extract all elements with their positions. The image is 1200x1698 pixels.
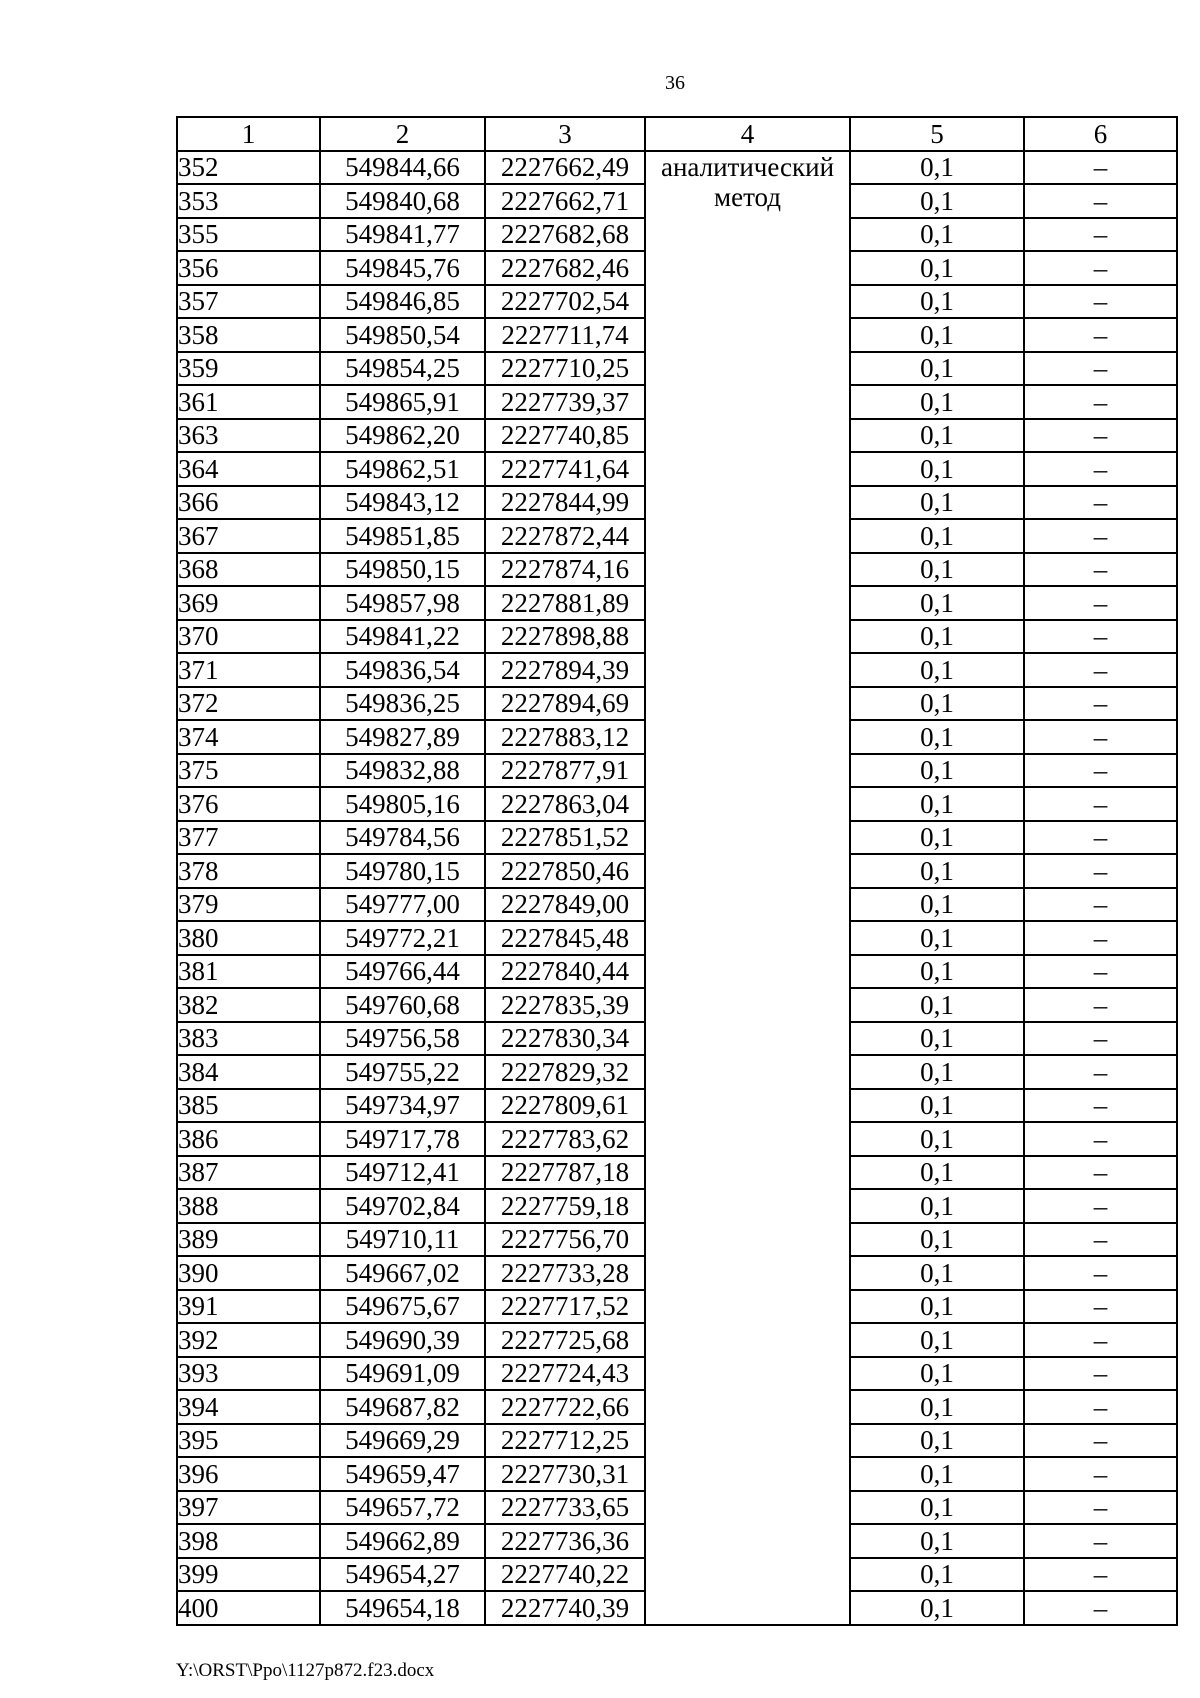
accuracy-cell: 0,1 bbox=[850, 1089, 1024, 1123]
point-number-cell: 387 bbox=[177, 1156, 320, 1190]
point-number-cell: 384 bbox=[177, 1055, 320, 1089]
accuracy-cell: 0,1 bbox=[850, 988, 1024, 1022]
y-coordinate-cell: 2227894,39 bbox=[485, 653, 645, 687]
point-number-cell: 375 bbox=[177, 754, 320, 788]
point-number-cell: 370 bbox=[177, 620, 320, 654]
y-coordinate-cell: 2227840,44 bbox=[485, 955, 645, 989]
x-coordinate-cell: 549845,76 bbox=[320, 251, 485, 285]
x-coordinate-cell: 549836,25 bbox=[320, 687, 485, 721]
y-coordinate-cell: 2227740,22 bbox=[485, 1558, 645, 1592]
point-number-cell: 359 bbox=[177, 352, 320, 386]
note-cell: – bbox=[1024, 1323, 1177, 1357]
note-cell: – bbox=[1024, 385, 1177, 419]
accuracy-cell: 0,1 bbox=[850, 1457, 1024, 1491]
accuracy-cell: 0,1 bbox=[850, 620, 1024, 654]
x-coordinate-cell: 549734,97 bbox=[320, 1089, 485, 1123]
y-coordinate-cell: 2227844,99 bbox=[485, 486, 645, 520]
accuracy-cell: 0,1 bbox=[850, 1122, 1024, 1156]
accuracy-cell: 0,1 bbox=[850, 787, 1024, 821]
x-coordinate-cell: 549865,91 bbox=[320, 385, 485, 419]
accuracy-cell: 0,1 bbox=[850, 218, 1024, 252]
note-cell: – bbox=[1024, 318, 1177, 352]
y-coordinate-cell: 2227883,12 bbox=[485, 720, 645, 754]
accuracy-cell: 0,1 bbox=[850, 1424, 1024, 1458]
note-cell: – bbox=[1024, 1223, 1177, 1257]
note-cell: – bbox=[1024, 687, 1177, 721]
x-coordinate-cell: 549850,15 bbox=[320, 553, 485, 587]
note-cell: – bbox=[1024, 620, 1177, 654]
x-coordinate-cell: 549780,15 bbox=[320, 854, 485, 888]
accuracy-cell: 0,1 bbox=[850, 1022, 1024, 1056]
point-number-cell: 355 bbox=[177, 218, 320, 252]
note-cell: – bbox=[1024, 988, 1177, 1022]
note-cell: – bbox=[1024, 352, 1177, 386]
x-coordinate-cell: 549669,29 bbox=[320, 1424, 485, 1458]
x-coordinate-cell: 549659,47 bbox=[320, 1457, 485, 1491]
accuracy-cell: 0,1 bbox=[850, 553, 1024, 587]
accuracy-cell: 0,1 bbox=[850, 653, 1024, 687]
accuracy-cell: 0,1 bbox=[850, 1323, 1024, 1357]
note-cell: – bbox=[1024, 1022, 1177, 1056]
x-coordinate-cell: 549710,11 bbox=[320, 1223, 485, 1257]
y-coordinate-cell: 2227739,37 bbox=[485, 385, 645, 419]
point-number-cell: 382 bbox=[177, 988, 320, 1022]
point-number-cell: 386 bbox=[177, 1122, 320, 1156]
note-cell: – bbox=[1024, 1558, 1177, 1592]
y-coordinate-cell: 2227662,49 bbox=[485, 151, 645, 185]
note-cell: – bbox=[1024, 151, 1177, 185]
accuracy-cell: 0,1 bbox=[850, 519, 1024, 553]
point-number-cell: 364 bbox=[177, 452, 320, 486]
accuracy-cell: 0,1 bbox=[850, 1558, 1024, 1592]
note-cell: – bbox=[1024, 1424, 1177, 1458]
y-coordinate-cell: 2227724,43 bbox=[485, 1357, 645, 1391]
note-cell: – bbox=[1024, 720, 1177, 754]
table-header-row bbox=[177, 117, 1177, 151]
point-number-cell: 380 bbox=[177, 921, 320, 955]
note-cell: – bbox=[1024, 251, 1177, 285]
note-cell: – bbox=[1024, 1290, 1177, 1324]
note-cell: – bbox=[1024, 1256, 1177, 1290]
accuracy-cell: 0,1 bbox=[850, 1055, 1024, 1089]
point-number-cell: 363 bbox=[177, 419, 320, 453]
x-coordinate-cell: 549675,67 bbox=[320, 1290, 485, 1324]
note-cell: – bbox=[1024, 1055, 1177, 1089]
accuracy-cell: 0,1 bbox=[850, 385, 1024, 419]
accuracy-cell: 0,1 bbox=[850, 318, 1024, 352]
point-number-cell: 378 bbox=[177, 854, 320, 888]
x-coordinate-cell: 549755,22 bbox=[320, 1055, 485, 1089]
note-cell: – bbox=[1024, 955, 1177, 989]
y-coordinate-cell: 2227872,44 bbox=[485, 519, 645, 553]
y-coordinate-cell: 2227730,31 bbox=[485, 1457, 645, 1491]
point-number-cell: 361 bbox=[177, 385, 320, 419]
x-coordinate-cell: 549841,22 bbox=[320, 620, 485, 654]
y-coordinate-cell: 2227682,68 bbox=[485, 218, 645, 252]
point-number-cell: 371 bbox=[177, 653, 320, 687]
x-coordinate-cell: 549836,54 bbox=[320, 653, 485, 687]
x-coordinate-cell: 549862,51 bbox=[320, 452, 485, 486]
accuracy-cell: 0,1 bbox=[850, 285, 1024, 319]
accuracy-cell: 0,1 bbox=[850, 1189, 1024, 1223]
y-coordinate-cell: 2227682,46 bbox=[485, 251, 645, 285]
y-coordinate-cell: 2227881,89 bbox=[485, 586, 645, 620]
note-cell: – bbox=[1024, 519, 1177, 553]
note-cell: – bbox=[1024, 1156, 1177, 1190]
note-cell: – bbox=[1024, 1591, 1177, 1625]
point-number-cell: 358 bbox=[177, 318, 320, 352]
x-coordinate-cell: 549846,85 bbox=[320, 285, 485, 319]
accuracy-cell: 0,1 bbox=[850, 1524, 1024, 1558]
y-coordinate-cell: 2227845,48 bbox=[485, 921, 645, 955]
x-coordinate-cell: 549702,84 bbox=[320, 1189, 485, 1223]
accuracy-cell: 0,1 bbox=[850, 251, 1024, 285]
accuracy-cell: 0,1 bbox=[850, 754, 1024, 788]
header-cell-5: 5 bbox=[850, 117, 1024, 151]
y-coordinate-cell: 2227877,91 bbox=[485, 754, 645, 788]
point-number-cell: 368 bbox=[177, 553, 320, 587]
y-coordinate-cell: 2227874,16 bbox=[485, 553, 645, 587]
point-number-cell: 392 bbox=[177, 1323, 320, 1357]
y-coordinate-cell: 2227712,25 bbox=[485, 1424, 645, 1458]
point-number-cell: 393 bbox=[177, 1357, 320, 1391]
note-cell: – bbox=[1024, 1457, 1177, 1491]
accuracy-cell: 0,1 bbox=[850, 151, 1024, 185]
y-coordinate-cell: 2227835,39 bbox=[485, 988, 645, 1022]
file-path-footer: Y:\ORST\Ppo\1127p872.f23.docx bbox=[176, 1660, 435, 1681]
accuracy-cell: 0,1 bbox=[850, 352, 1024, 386]
x-coordinate-cell: 549662,89 bbox=[320, 1524, 485, 1558]
note-cell: – bbox=[1024, 854, 1177, 888]
page-number: 36 bbox=[665, 72, 685, 94]
y-coordinate-cell: 2227740,39 bbox=[485, 1591, 645, 1625]
point-number-cell: 385 bbox=[177, 1089, 320, 1123]
y-coordinate-cell: 2227850,46 bbox=[485, 854, 645, 888]
y-coordinate-cell: 2227736,36 bbox=[485, 1524, 645, 1558]
x-coordinate-cell: 549756,58 bbox=[320, 1022, 485, 1056]
note-cell: – bbox=[1024, 586, 1177, 620]
point-number-cell: 400 bbox=[177, 1591, 320, 1625]
x-coordinate-cell: 549840,68 bbox=[320, 184, 485, 218]
x-coordinate-cell: 549851,85 bbox=[320, 519, 485, 553]
accuracy-cell: 0,1 bbox=[850, 1491, 1024, 1525]
x-coordinate-cell: 549766,44 bbox=[320, 955, 485, 989]
y-coordinate-cell: 2227740,85 bbox=[485, 419, 645, 453]
x-coordinate-cell: 549712,41 bbox=[320, 1156, 485, 1190]
y-coordinate-cell: 2227863,04 bbox=[485, 787, 645, 821]
y-coordinate-cell: 2227830,34 bbox=[485, 1022, 645, 1056]
point-number-cell: 366 bbox=[177, 486, 320, 520]
note-cell: – bbox=[1024, 1357, 1177, 1391]
note-cell: – bbox=[1024, 1089, 1177, 1123]
point-number-cell: 379 bbox=[177, 888, 320, 922]
y-coordinate-cell: 2227894,69 bbox=[485, 687, 645, 721]
y-coordinate-cell: 2227710,25 bbox=[485, 352, 645, 386]
y-coordinate-cell: 2227759,18 bbox=[485, 1189, 645, 1223]
accuracy-cell: 0,1 bbox=[850, 1156, 1024, 1190]
x-coordinate-cell: 549862,20 bbox=[320, 419, 485, 453]
x-coordinate-cell: 549690,39 bbox=[320, 1323, 485, 1357]
point-number-cell: 357 bbox=[177, 285, 320, 319]
point-number-cell: 395 bbox=[177, 1424, 320, 1458]
note-cell: – bbox=[1024, 653, 1177, 687]
note-cell: – bbox=[1024, 419, 1177, 453]
accuracy-cell: 0,1 bbox=[850, 1357, 1024, 1391]
point-number-cell: 389 bbox=[177, 1223, 320, 1257]
accuracy-cell: 0,1 bbox=[850, 184, 1024, 218]
note-cell: – bbox=[1024, 285, 1177, 319]
point-number-cell: 394 bbox=[177, 1390, 320, 1424]
accuracy-cell: 0,1 bbox=[850, 486, 1024, 520]
header-cell-4: 4 bbox=[645, 117, 850, 151]
note-cell: – bbox=[1024, 553, 1177, 587]
header-cell-6: 6 bbox=[1024, 117, 1177, 151]
note-cell: – bbox=[1024, 1491, 1177, 1525]
x-coordinate-cell: 549654,27 bbox=[320, 1558, 485, 1592]
note-cell: – bbox=[1024, 888, 1177, 922]
method-cell: аналитический метод bbox=[645, 151, 850, 1625]
y-coordinate-cell: 2227722,66 bbox=[485, 1390, 645, 1424]
point-number-cell: 353 bbox=[177, 184, 320, 218]
point-number-cell: 388 bbox=[177, 1189, 320, 1223]
point-number-cell: 398 bbox=[177, 1524, 320, 1558]
point-number-cell: 352 bbox=[177, 151, 320, 185]
point-number-cell: 376 bbox=[177, 787, 320, 821]
accuracy-cell: 0,1 bbox=[850, 687, 1024, 721]
point-number-cell: 356 bbox=[177, 251, 320, 285]
note-cell: – bbox=[1024, 1524, 1177, 1558]
accuracy-cell: 0,1 bbox=[850, 955, 1024, 989]
point-number-cell: 383 bbox=[177, 1022, 320, 1056]
note-cell: – bbox=[1024, 1122, 1177, 1156]
note-cell: – bbox=[1024, 921, 1177, 955]
note-cell: – bbox=[1024, 486, 1177, 520]
coordinates-table bbox=[176, 116, 1178, 1626]
accuracy-cell: 0,1 bbox=[850, 419, 1024, 453]
y-coordinate-cell: 2227851,52 bbox=[485, 821, 645, 855]
y-coordinate-cell: 2227849,00 bbox=[485, 888, 645, 922]
y-coordinate-cell: 2227717,52 bbox=[485, 1290, 645, 1324]
accuracy-cell: 0,1 bbox=[850, 888, 1024, 922]
header-cell-1: 1 bbox=[177, 117, 320, 151]
x-coordinate-cell: 549667,02 bbox=[320, 1256, 485, 1290]
y-coordinate-cell: 2227711,74 bbox=[485, 318, 645, 352]
y-coordinate-cell: 2227733,28 bbox=[485, 1256, 645, 1290]
x-coordinate-cell: 549827,89 bbox=[320, 720, 485, 754]
y-coordinate-cell: 2227898,88 bbox=[485, 620, 645, 654]
point-number-cell: 399 bbox=[177, 1558, 320, 1592]
accuracy-cell: 0,1 bbox=[850, 1290, 1024, 1324]
header-cell-2: 2 bbox=[320, 117, 485, 151]
x-coordinate-cell: 549691,09 bbox=[320, 1357, 485, 1391]
x-coordinate-cell: 549657,72 bbox=[320, 1491, 485, 1525]
accuracy-cell: 0,1 bbox=[850, 586, 1024, 620]
x-coordinate-cell: 549654,18 bbox=[320, 1591, 485, 1625]
x-coordinate-cell: 549857,98 bbox=[320, 586, 485, 620]
table-body bbox=[177, 151, 1177, 1625]
point-number-cell: 377 bbox=[177, 821, 320, 855]
x-coordinate-cell: 549843,12 bbox=[320, 486, 485, 520]
y-coordinate-cell: 2227702,54 bbox=[485, 285, 645, 319]
point-number-cell: 381 bbox=[177, 955, 320, 989]
note-cell: – bbox=[1024, 1189, 1177, 1223]
accuracy-cell: 0,1 bbox=[850, 452, 1024, 486]
x-coordinate-cell: 549777,00 bbox=[320, 888, 485, 922]
y-coordinate-cell: 2227733,65 bbox=[485, 1491, 645, 1525]
accuracy-cell: 0,1 bbox=[850, 1390, 1024, 1424]
y-coordinate-cell: 2227783,62 bbox=[485, 1122, 645, 1156]
y-coordinate-cell: 2227725,68 bbox=[485, 1323, 645, 1357]
note-cell: – bbox=[1024, 787, 1177, 821]
note-cell: – bbox=[1024, 821, 1177, 855]
point-number-cell: 391 bbox=[177, 1290, 320, 1324]
x-coordinate-cell: 549772,21 bbox=[320, 921, 485, 955]
note-cell: – bbox=[1024, 184, 1177, 218]
x-coordinate-cell: 549760,68 bbox=[320, 988, 485, 1022]
header-cell-3: 3 bbox=[485, 117, 645, 151]
x-coordinate-cell: 549687,82 bbox=[320, 1390, 485, 1424]
accuracy-cell: 0,1 bbox=[850, 720, 1024, 754]
accuracy-cell: 0,1 bbox=[850, 821, 1024, 855]
x-coordinate-cell: 549717,78 bbox=[320, 1122, 485, 1156]
x-coordinate-cell: 549805,16 bbox=[320, 787, 485, 821]
note-cell: – bbox=[1024, 1390, 1177, 1424]
x-coordinate-cell: 549844,66 bbox=[320, 151, 485, 185]
accuracy-cell: 0,1 bbox=[850, 1591, 1024, 1625]
note-cell: – bbox=[1024, 754, 1177, 788]
y-coordinate-cell: 2227756,70 bbox=[485, 1223, 645, 1257]
y-coordinate-cell: 2227787,18 bbox=[485, 1156, 645, 1190]
point-number-cell: 372 bbox=[177, 687, 320, 721]
accuracy-cell: 0,1 bbox=[850, 1223, 1024, 1257]
point-number-cell: 369 bbox=[177, 586, 320, 620]
y-coordinate-cell: 2227741,64 bbox=[485, 452, 645, 486]
y-coordinate-cell: 2227809,61 bbox=[485, 1089, 645, 1123]
point-number-cell: 374 bbox=[177, 720, 320, 754]
x-coordinate-cell: 549850,54 bbox=[320, 318, 485, 352]
note-cell: – bbox=[1024, 452, 1177, 486]
point-number-cell: 367 bbox=[177, 519, 320, 553]
x-coordinate-cell: 549832,88 bbox=[320, 754, 485, 788]
x-coordinate-cell: 549854,25 bbox=[320, 352, 485, 386]
accuracy-cell: 0,1 bbox=[850, 921, 1024, 955]
table-row bbox=[177, 151, 1177, 185]
note-cell: – bbox=[1024, 218, 1177, 252]
accuracy-cell: 0,1 bbox=[850, 854, 1024, 888]
point-number-cell: 397 bbox=[177, 1491, 320, 1525]
y-coordinate-cell: 2227829,32 bbox=[485, 1055, 645, 1089]
point-number-cell: 390 bbox=[177, 1256, 320, 1290]
point-number-cell: 396 bbox=[177, 1457, 320, 1491]
accuracy-cell: 0,1 bbox=[850, 1256, 1024, 1290]
x-coordinate-cell: 549784,56 bbox=[320, 821, 485, 855]
y-coordinate-cell: 2227662,71 bbox=[485, 184, 645, 218]
x-coordinate-cell: 549841,77 bbox=[320, 218, 485, 252]
